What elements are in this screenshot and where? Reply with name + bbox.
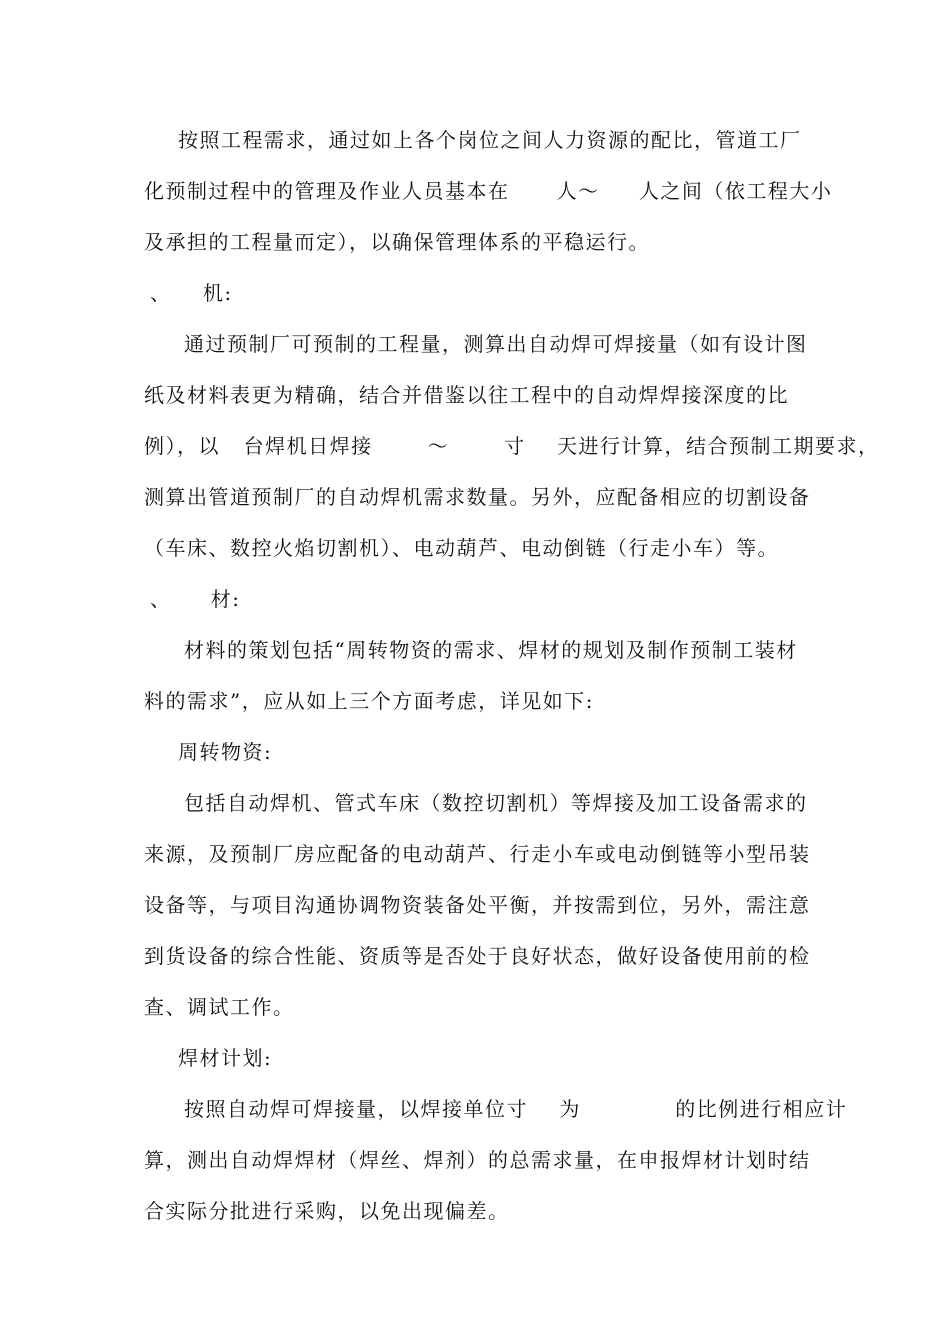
paragraph-line: 按照自动焊可焊接量，以焊接单位寸 为 的比例进行相应计 [184,1097,848,1121]
paragraph-line: 包括自动焊机、管式车床（数控切割机）等焊接及加工设备需求的 [184,791,808,815]
section-heading-material: 、 材: [150,587,241,611]
paragraph-line: 算，测出自动焊焊材（焊丝、焊剂）的总需求量，在申报焊材计划时结 [144,1148,811,1172]
paragraph-line: 来源，及预制厂房应配备的电动葫芦、行走小车或电动倒链等小型吊装 [144,842,811,866]
paragraph-line: （车床、数控火焰切割机）、电动葫芦、电动倒链（行走小车）等。 [144,536,779,560]
paragraph-line: 到货设备的综合性能、资质等是否处于良好状态，做好设备使用前的检 [144,944,811,968]
section-heading-machine: 、 机: [150,281,233,305]
paragraph-line: 测算出管道预制厂的自动焊机需求数量。另外，应配备相应的切割设备 [144,485,811,509]
paragraph-line: 设备等，与项目沟通协调物资装备处平衡，并按需到位，另外，需注意 [144,893,811,917]
paragraph-line: 纸及材料表更为精确，结合并借鉴以往工程中的自动焊焊接深度的比 [144,383,789,407]
paragraph-line: 材料的策划包括“周转物资的需求、焊材的规划及制作预制工装材 [184,638,798,662]
subheading-welding-material-plan: 焊材计划: [178,1046,273,1070]
paragraph-line: 通过预制厂可预制的工程量，测算出自动焊可焊接量（如有设计图 [184,332,808,356]
paragraph-line: 化预制过程中的管理及作业人员基本在 人～ 人之间（依工程大小 [144,179,833,203]
paragraph-line: 查、调试工作。 [144,995,295,1019]
paragraph-line: 料的需求”，应从如上三个方面考虑，详见如下: [144,689,594,713]
paragraph-line: 例），以 台焊机日焊接 ～ 寸 天进行计算，结合预制工期要求， [144,434,880,458]
paragraph-line: 合实际分批进行采购，以免出现偏差。 [144,1199,510,1223]
paragraph-line: 按照工程需求，通过如上各个岗位之间人力资源的配比，管道工厂 [178,128,802,152]
subheading-turnover-materials: 周转物资: [178,740,273,764]
paragraph-line: 及承担的工程量而定），以确保管理体系的平稳运行。 [144,230,650,254]
